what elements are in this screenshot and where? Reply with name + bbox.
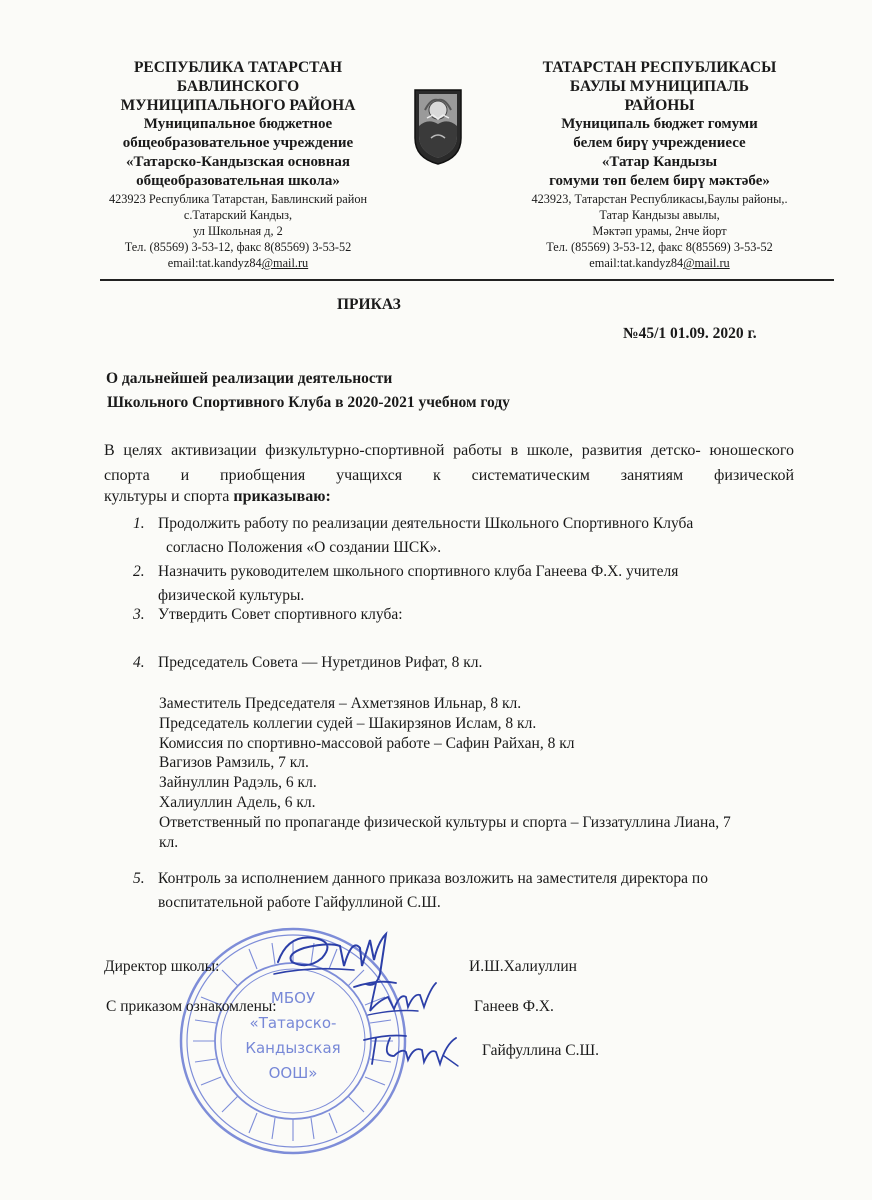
member-line: Вагизов Рамзиль, 7 кл. — [159, 754, 309, 771]
coat-of-arms-icon — [413, 88, 463, 166]
header-left-line3: МУНИЦИПАЛЬНОГО РАЙОНА — [120, 97, 356, 114]
member-line: Халиуллин Адель, 6 кл. — [159, 794, 316, 811]
member-line: Зайнуллин Радэль, 6 кл. — [159, 774, 317, 791]
item-number: 2. — [133, 563, 145, 580]
member-line: Председатель коллегии судей – Шакирзянов Ислам, 8 кл. — [159, 715, 537, 732]
item-number: 1. — [133, 515, 145, 532]
header-left-line1: РЕСПУБЛИКА ТАТАРСТАН — [133, 59, 343, 76]
header-left-line7: общеобразовательная школа» — [136, 173, 340, 189]
header-divider — [100, 279, 834, 281]
intro-line3: культуры и спорта приказываю: — [104, 488, 331, 505]
item-number: 3. — [133, 606, 145, 623]
director-label: Директор школы: — [104, 958, 220, 975]
member-line: Ответственный по пропаганде физической культуры и спорта – Гиззатуллина Лиана, 7 — [159, 814, 731, 831]
header-left-addr3: ул Школьная д, 2 — [193, 224, 283, 238]
header-right — [497, 58, 822, 271]
email-prefix: email:tat.kandyz84 — [167, 256, 262, 270]
person1-signature — [348, 975, 440, 1023]
header-right-addr2: Татар Кандызы авылы, — [599, 208, 720, 222]
header-right-line6: «Татар Кандызы — [601, 154, 718, 170]
document-number-date: №45/1 01.09. 2020 г. — [623, 325, 757, 342]
header-left-line5: общеобразовательное учреждение — [122, 135, 354, 151]
header-right-addr3: Мәктәп урамы, 2нче йорт — [592, 224, 727, 238]
intro-line2: юношеского спорта и приобщения учащихся к систематическим занятиям физической — [104, 442, 794, 484]
subject-line2: Школьного Спортивного Клуба в 2020-2021 учебном году — [107, 394, 510, 411]
member-line: Заместитель Председателя – Ахметзянов Ильнар, 8 кл. — [159, 695, 522, 712]
header-right-line7: гомуми төп белем бирү мәктәбе» — [549, 173, 770, 189]
intro-bold: приказываю: — [233, 488, 331, 505]
person2-signature — [360, 1030, 462, 1072]
person2-name: Гайфуллина С.Ш. — [482, 1042, 600, 1059]
header-right-line2: БАУЛЫ МУНИЦИПАЛЬ — [569, 78, 750, 95]
intro-line1: В целях активизации физкультурно-спортивной работы в школе, развития детско- — [104, 442, 701, 459]
header-left-email — [100, 255, 376, 271]
header-right-line5: белем бирү учреждениесе — [573, 135, 746, 151]
header-left-addr2: с.Татарский Кандыз, — [183, 208, 293, 222]
document-subject — [106, 367, 510, 415]
header-right-line4: Муниципаль бюджет гомуми — [561, 116, 758, 132]
document-title: ПРИКАЗ — [337, 296, 401, 313]
header-right-email — [497, 255, 822, 271]
header-right-addr1: 423923, Татарстан Республикасы,Баулы районы,. — [531, 192, 788, 206]
header-right-phone: Тел. (85569) 3-53-12, факс 8(85569) 3-53-52 — [546, 240, 773, 254]
document-page: РЕСПУБЛИКА ТАТАРСТАН БАВЛИНСКОГО МУНИЦИПАЛЬНОГО РАЙОНА Муниципальное бюджетное общеобразовательное учреждение «Татарско-Кандызская основная общеобразовательная школа» 423923 Республика Татарстан, Бавлинский район с.Татарский Кандыз, ул Школьная д, 2 Тел. (85569) 3-53-12, факс 8(85569) 3-53-52 email:tat.kandyz84@mail.ru ТАТАРСТАН РЕСПУБЛИКАСЫ БАУЛЫ МУНИЦИПАЛЬ РАЙОНЫ Муниципаль бюджет гомуми белем бирү учреждениесе «Татар Кандызы гомуми төп белем бирү мәктәбе» 423923, Татарстан Республикасы,Баулы районы,. Татар Кандызы авылы, Мәктәп урамы, 2нче йорт Тел. (85569) 3-53-12, факс 8(85569) 3-53-52 email:tat.kandyz84@mail.ru ПРИКАЗ №45/1 01.09. 2020 г. О дальнейшей реализации деятельности Школьного Спортивного Клуба в 2020-2021 учебном году В целях активизации физкультурно-спортивной работы в школе, развития детско- юношеского спорта и приобщения учащихся к систематическим занятиям физической культуры и спорта приказываю: 1. Продолжить работу по реализации деятельности Школьного Спортивного Клуба согласно Положения «О создании ШСК». 2. Назначить руководителем школьного спортивного клуба Ганеева Ф.Х. учителя физической культуры. 3. Утвердить Совет спортивного клуба: 4. Председатель Совета — Нуретдинов Рифат, 8 кл. Заместитель Председателя – Ахметзянов Ильнар, 8 кл. Председатель коллегии судей – Шакирзянов Ислам, 8 кл. Комиссия по спортивно-массовой работе – Сафин Райхан, 8 кл Вагизов Рамзиль, 7 кл. Зайнуллин Радэль, 6 кл. Халиуллин Адель, 6 кл. Ответственный по пропаганде физической культуры и спорта – Гиззатуллина Лиана, 7 кл. 5. Контроль за исполнением данного приказа возложить на заместителя директора по воспитательной работе Гайфуллиной С.Ш. МБОУ «Татарско- Кандызская ООШ» Директор школы: И.Ш.Халиуллин С приказом ознакомлены: Ганеев Ф.Х. Гайфуллина С.Ш. — [0, 0, 872, 1200]
stamp-line3: Кандызская — [245, 1039, 341, 1057]
stamp-line2: «Татарско- — [249, 1014, 337, 1032]
header-left-phone: Тел. (85569) 3-53-12, факс 8(85569) 3-53-52 — [124, 240, 352, 254]
header-left-line6: «Татарско-Кандызская основная — [125, 154, 351, 170]
person1-name: Ганеев Ф.Х. — [474, 998, 554, 1015]
header-right-line3: РАЙОНЫ — [624, 97, 695, 114]
header-right-line1: ТАТАРСТАН РЕСПУБЛИКАСЫ — [542, 59, 777, 76]
item-number: 4. — [133, 654, 145, 671]
header-left-line2: БАВЛИНСКОГО — [176, 78, 300, 95]
header-left — [100, 58, 376, 271]
member-line: Комиссия по спортивно-массовой работе – Сафин Райхан, 8 кл — [159, 735, 575, 752]
email-link[interactable]: @mail.ru — [683, 256, 730, 270]
email-link[interactable]: @mail.ru — [261, 256, 309, 270]
stamp-line4: ООШ» — [268, 1064, 318, 1082]
header-left-addr1: 423923 Республика Татарстан, Бавлинский район — [108, 192, 368, 206]
director-name: И.Ш.Халиуллин — [469, 958, 577, 975]
acquainted-label: С приказом ознакомлены: — [106, 998, 277, 1015]
email-prefix: email:tat.kandyz84 — [589, 256, 684, 270]
item-number: 5. — [133, 870, 145, 887]
header-left-line4: Муниципальное бюджетное — [143, 116, 333, 132]
member-line: кл. — [159, 834, 179, 851]
stamp-line1: МБОУ — [270, 989, 316, 1007]
subject-line1: О дальнейшей реализации деятельности — [106, 370, 393, 387]
